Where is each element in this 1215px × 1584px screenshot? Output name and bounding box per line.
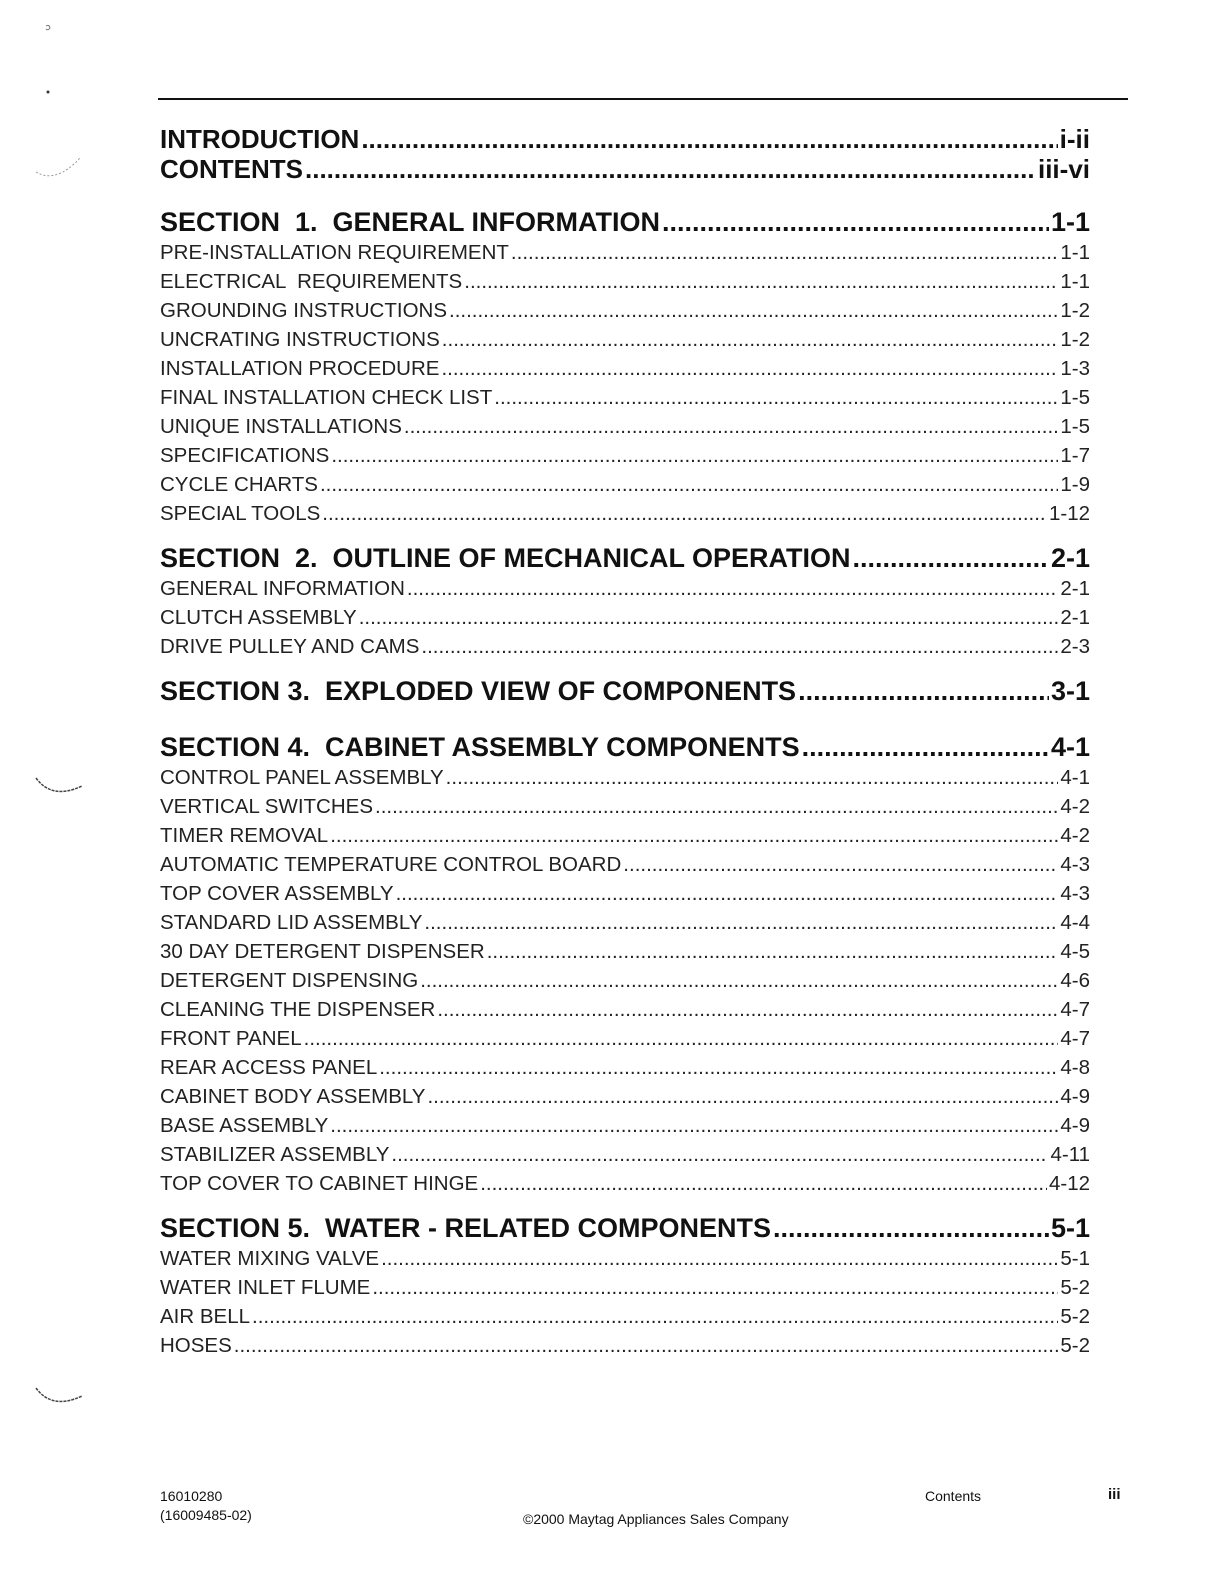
toc-section-3 [160, 675, 1090, 707]
item-title: INSTALLATION PROCEDURE [160, 357, 440, 380]
scan-mark [30, 770, 90, 804]
toc-item [160, 1111, 1090, 1140]
item-title: REAR ACCESS PANEL [160, 1056, 378, 1079]
toc-item [160, 908, 1090, 937]
toc-item [160, 441, 1090, 470]
dot-leader [480, 1169, 1047, 1198]
toc-item [160, 1331, 1090, 1360]
dot-leader [305, 154, 1036, 184]
item-title: CLEANING THE DISPENSER [160, 998, 436, 1021]
dot-leader [252, 1302, 1058, 1331]
section-page: 4-1 [1050, 732, 1090, 762]
dot-leader [421, 632, 1058, 661]
toc-item [160, 966, 1090, 995]
dot-leader [372, 1273, 1058, 1302]
toc-item [160, 792, 1090, 821]
toc-item [160, 603, 1090, 632]
item-title: SPECIFICATIONS [160, 444, 330, 467]
toc-item [160, 937, 1090, 966]
old-part-number: (16009485-02) [160, 1507, 252, 1523]
toc-entry-title: INTRODUCTION [160, 124, 360, 154]
dot-leader [427, 1082, 1058, 1111]
scan-mark [40, 20, 60, 40]
toc-item [160, 1024, 1090, 1053]
toc-item [160, 325, 1090, 354]
item-page: 4-11 [1050, 1143, 1090, 1166]
toc-entry-page: i-ii [1059, 124, 1090, 154]
item-title: GENERAL INFORMATION [160, 577, 405, 600]
item-title: 30 DAY DETERGENT DISPENSER [160, 940, 485, 963]
dot-leader [441, 354, 1058, 383]
section-title: SECTION 2. OUTLINE OF MECHANICAL OPERATION [160, 543, 851, 573]
item-page: 2-1 [1060, 577, 1090, 600]
item-title: CONTROL PANEL ASSEMBLY [160, 766, 444, 789]
item-title: UNIQUE INSTALLATIONS [160, 415, 402, 438]
dot-leader [773, 1212, 1049, 1244]
item-title: WATER MIXING VALVE [160, 1247, 380, 1270]
section-title: SECTION 3. EXPLODED VIEW OF COMPONENTS [160, 676, 797, 706]
item-title: PRE-INSTALLATION REQUIREMENT [160, 241, 509, 264]
item-title: FRONT PANEL [160, 1027, 302, 1050]
toc-item [160, 1140, 1090, 1169]
scan-mark [30, 150, 90, 190]
toc-item [160, 1082, 1090, 1111]
item-title: HOSES [160, 1334, 232, 1357]
item-page: 4-8 [1060, 1056, 1090, 1079]
item-page: 4-6 [1060, 969, 1090, 992]
toc-item [160, 296, 1090, 325]
item-title: SPECIAL TOOLS [160, 502, 321, 525]
toc-item [160, 821, 1090, 850]
toc-item [160, 763, 1090, 792]
toc-item [160, 354, 1090, 383]
toc-section-1 [160, 206, 1090, 238]
item-page: 5-2 [1060, 1276, 1090, 1299]
toc-section-2 [160, 542, 1090, 574]
dot-leader [511, 238, 1058, 267]
item-title: FINAL INSTALLATION CHECK LIST [160, 386, 493, 409]
dot-leader [464, 267, 1058, 296]
part-number: 16010280 [160, 1488, 223, 1504]
item-page: 4-2 [1060, 824, 1090, 847]
toc-item [160, 238, 1090, 267]
dot-leader [437, 995, 1058, 1024]
item-title: DRIVE PULLEY AND CAMS [160, 635, 420, 658]
toc-item [160, 1302, 1090, 1331]
toc-item [160, 879, 1090, 908]
page-number: iii [1108, 1486, 1121, 1503]
item-title: CABINET BODY ASSEMBLY [160, 1085, 426, 1108]
copyright: ©2000 Maytag Appliances Sales Company [523, 1511, 789, 1527]
item-title: CLUTCH ASSEMBLY [160, 606, 357, 629]
dot-leader [320, 470, 1058, 499]
item-page: 1-5 [1060, 415, 1090, 438]
item-title: STANDARD LID ASSEMBLY [160, 911, 423, 934]
item-page: 4-12 [1048, 1172, 1090, 1195]
item-title: WATER INLET FLUME [160, 1276, 371, 1299]
item-title: BASE ASSEMBLY [160, 1114, 329, 1137]
item-title: TIMER REMOVAL [160, 824, 329, 847]
item-page: 4-9 [1060, 1085, 1090, 1108]
toc-item [160, 850, 1090, 879]
section-page: 2-1 [1050, 543, 1090, 573]
dot-leader [446, 763, 1059, 792]
toc-section-5 [160, 1212, 1090, 1244]
toc-entry-page: iii-vi [1037, 154, 1090, 184]
dot-leader [304, 1024, 1059, 1053]
item-title: VERTICAL SWITCHES [160, 795, 374, 818]
toc-item [160, 470, 1090, 499]
section-title: SECTION 1. GENERAL INFORMATION [160, 207, 661, 237]
item-page: 4-7 [1060, 1027, 1090, 1050]
item-page: 1-3 [1060, 357, 1090, 380]
item-title: UNCRATING INSTRUCTIONS [160, 328, 440, 351]
dot-leader [361, 124, 1057, 154]
toc-item [160, 383, 1090, 412]
footer-section-name: Contents [925, 1488, 982, 1504]
item-page: 4-3 [1060, 853, 1090, 876]
section-page: 5-1 [1050, 1213, 1090, 1243]
dot-leader [404, 412, 1058, 441]
toc-item [160, 574, 1090, 603]
toc-entry-title: CONTENTS [160, 154, 303, 184]
scan-mark [30, 1380, 90, 1414]
toc-entry-introduction [160, 124, 1090, 154]
footer-part-numbers [160, 1487, 252, 1525]
toc-item [160, 1244, 1090, 1273]
item-page: 4-5 [1060, 940, 1090, 963]
item-page: 1-5 [1060, 386, 1090, 409]
dot-leader [375, 792, 1058, 821]
toc-item [160, 1169, 1090, 1198]
item-title: DETERGENT DISPENSING [160, 969, 419, 992]
dot-leader [420, 966, 1058, 995]
dot-leader [330, 821, 1058, 850]
toc-item [160, 632, 1090, 661]
dot-leader [662, 206, 1049, 238]
item-page: 4-2 [1060, 795, 1090, 818]
item-title: TOP COVER ASSEMBLY [160, 882, 394, 905]
dot-leader [494, 383, 1058, 412]
dot-leader [407, 574, 1058, 603]
item-title: STABILIZER ASSEMBLY [160, 1143, 390, 1166]
toc-item [160, 995, 1090, 1024]
toc-item [160, 412, 1090, 441]
item-page: 4-4 [1060, 911, 1090, 934]
section-title: SECTION 5. WATER - RELATED COMPONENTS [160, 1213, 772, 1243]
dot-leader [396, 879, 1059, 908]
dot-leader [442, 325, 1059, 354]
item-page: 1-7 [1060, 444, 1090, 467]
table-of-contents [160, 124, 1090, 1360]
item-title: CYCLE CHARTS [160, 473, 318, 496]
item-title: TOP COVER TO CABINET HINGE [160, 1172, 479, 1195]
dot-leader [853, 542, 1049, 574]
item-page: 5-1 [1060, 1247, 1090, 1270]
section-title: SECTION 4. CABINET ASSEMBLY COMPONENTS [160, 732, 800, 762]
dot-leader [359, 603, 1059, 632]
item-page: 4-7 [1060, 998, 1090, 1021]
item-page: 4-1 [1060, 766, 1090, 789]
item-page: 1-2 [1060, 328, 1090, 351]
dot-leader [391, 1140, 1048, 1169]
dot-leader [331, 441, 1058, 470]
toc-section-4 [160, 731, 1090, 763]
item-title: GROUNDING INSTRUCTIONS [160, 299, 447, 322]
dot-leader [487, 937, 1059, 966]
dot-leader [322, 499, 1047, 528]
header-rule [158, 98, 1128, 100]
item-title: AUTOMATIC TEMPERATURE CONTROL BOARD [160, 853, 622, 876]
section-page: 3-1 [1050, 676, 1090, 706]
item-page: 1-1 [1060, 241, 1090, 264]
dot-leader [234, 1331, 1059, 1360]
item-page: 1-12 [1048, 502, 1090, 525]
dot-leader [802, 731, 1049, 763]
toc-item [160, 267, 1090, 296]
item-page: 4-3 [1060, 882, 1090, 905]
item-page: 2-3 [1060, 635, 1090, 658]
item-title: AIR BELL [160, 1305, 251, 1328]
toc-entry-contents [160, 154, 1090, 184]
item-page: 2-1 [1060, 606, 1090, 629]
item-title: ELECTRICAL REQUIREMENTS [160, 270, 463, 293]
toc-item [160, 1273, 1090, 1302]
dot-leader [379, 1053, 1058, 1082]
dot-leader [449, 296, 1058, 325]
scan-mark [44, 88, 52, 96]
dot-leader [381, 1244, 1058, 1273]
item-page: 4-9 [1060, 1114, 1090, 1137]
section-page: 1-1 [1050, 207, 1090, 237]
item-page: 1-1 [1060, 270, 1090, 293]
toc-item [160, 499, 1090, 528]
dot-leader [330, 1111, 1058, 1140]
toc-item [160, 1053, 1090, 1082]
dot-leader [623, 850, 1058, 879]
dot-leader [424, 908, 1058, 937]
item-page: 5-2 [1060, 1305, 1090, 1328]
item-page: 1-9 [1060, 473, 1090, 496]
item-page: 5-2 [1060, 1334, 1090, 1357]
dot-leader [798, 675, 1049, 707]
item-page: 1-2 [1060, 299, 1090, 322]
